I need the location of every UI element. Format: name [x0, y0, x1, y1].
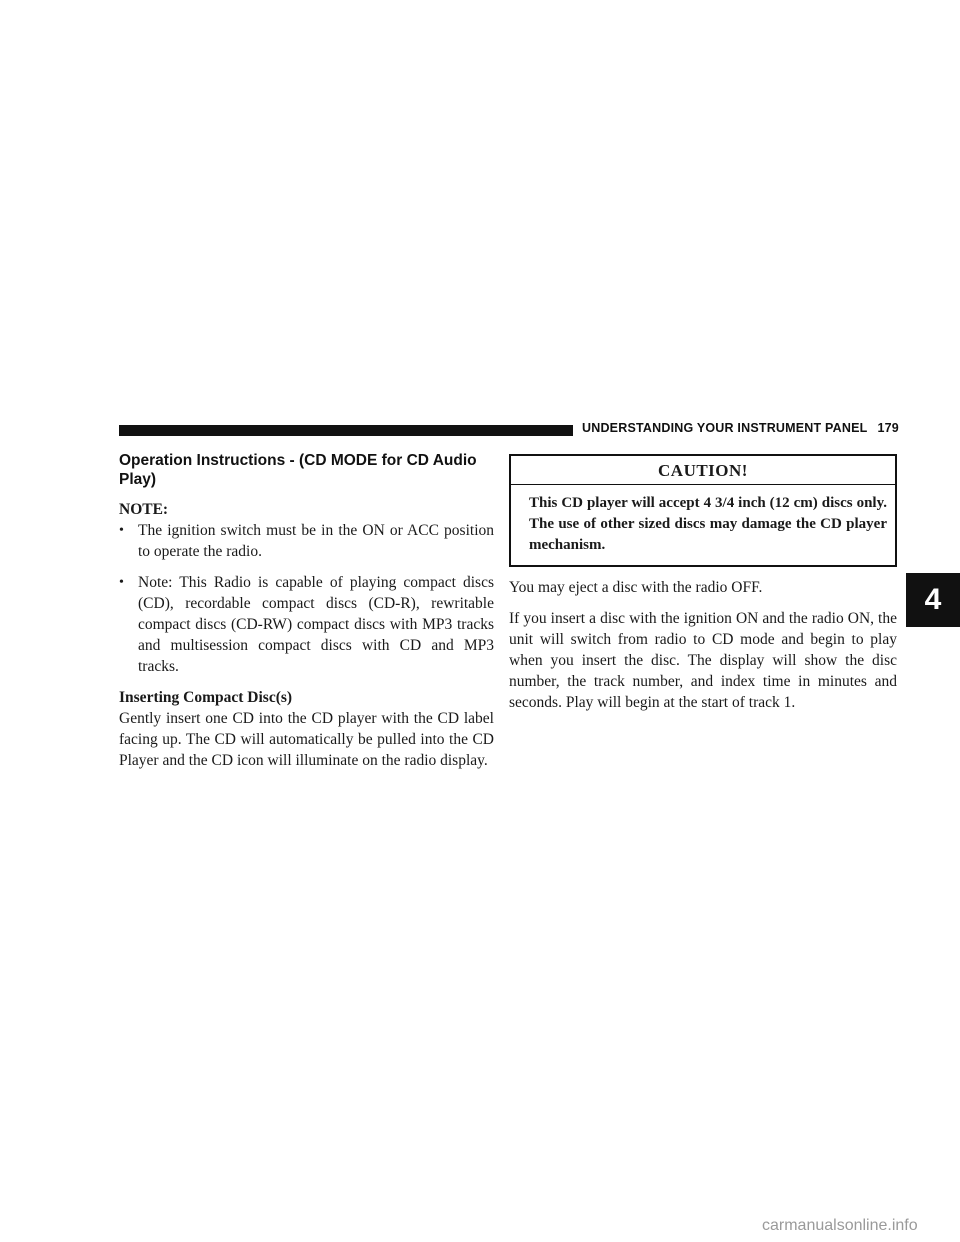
bullet-icon: • — [119, 523, 124, 538]
paragraph-inserting-discs: Gently insert one CD into the CD player with the CD label facing up. The CD will automatically be pulled into the CD Player and the CD icon will illuminate on the radio display. — [119, 710, 494, 769]
bullet-icon: • — [119, 575, 124, 590]
section-heading: Operation Instructions - (CD MODE for CD Audio Play) — [119, 452, 477, 488]
list-item — [119, 572, 494, 677]
right-column — [509, 454, 897, 713]
list-item-text: Note: This Radio is capable of playing compact discs (CD), recordable compact discs (CD-R), rewritable compact discs (CD-RW) compact discs with MP3 tracks and multisession compact discs with CD and MP3 tracks. — [138, 574, 494, 675]
caution-title: CAUTION! — [511, 456, 895, 485]
paragraph-eject: You may eject a disc with the radio OFF. — [509, 579, 763, 596]
watermark: carmanualsonline.info — [762, 1217, 918, 1234]
caution-body: This CD player will accept 4 3/4 inch (12 cm) discs only. The use of other sized discs may damage the CD player mechanism. — [529, 495, 887, 553]
note-list — [119, 520, 494, 677]
note-label: NOTE: — [119, 501, 169, 518]
paragraph-insert-behavior: If you insert a disc with the ignition ON and the radio ON, the unit will switch from radio to CD mode and begin to play when you insert the disc. The display will show the disc number, the track number, and index time in minutes and seconds. Play will begin at the start of track 1. — [509, 610, 897, 711]
header-rule — [119, 425, 573, 436]
list-item-text: The ignition switch must be in the ON or ACC position to operate the radio. — [138, 522, 494, 560]
running-header — [582, 421, 899, 435]
subheading-inserting-discs: Inserting Compact Disc(s) — [119, 689, 293, 706]
page-number: 179 — [877, 421, 899, 435]
left-column — [119, 451, 494, 771]
header-title: UNDERSTANDING YOUR INSTRUMENT PANEL — [582, 421, 868, 435]
caution-box — [509, 454, 897, 567]
list-item — [119, 520, 494, 562]
chapter-tab: 4 — [906, 573, 960, 627]
